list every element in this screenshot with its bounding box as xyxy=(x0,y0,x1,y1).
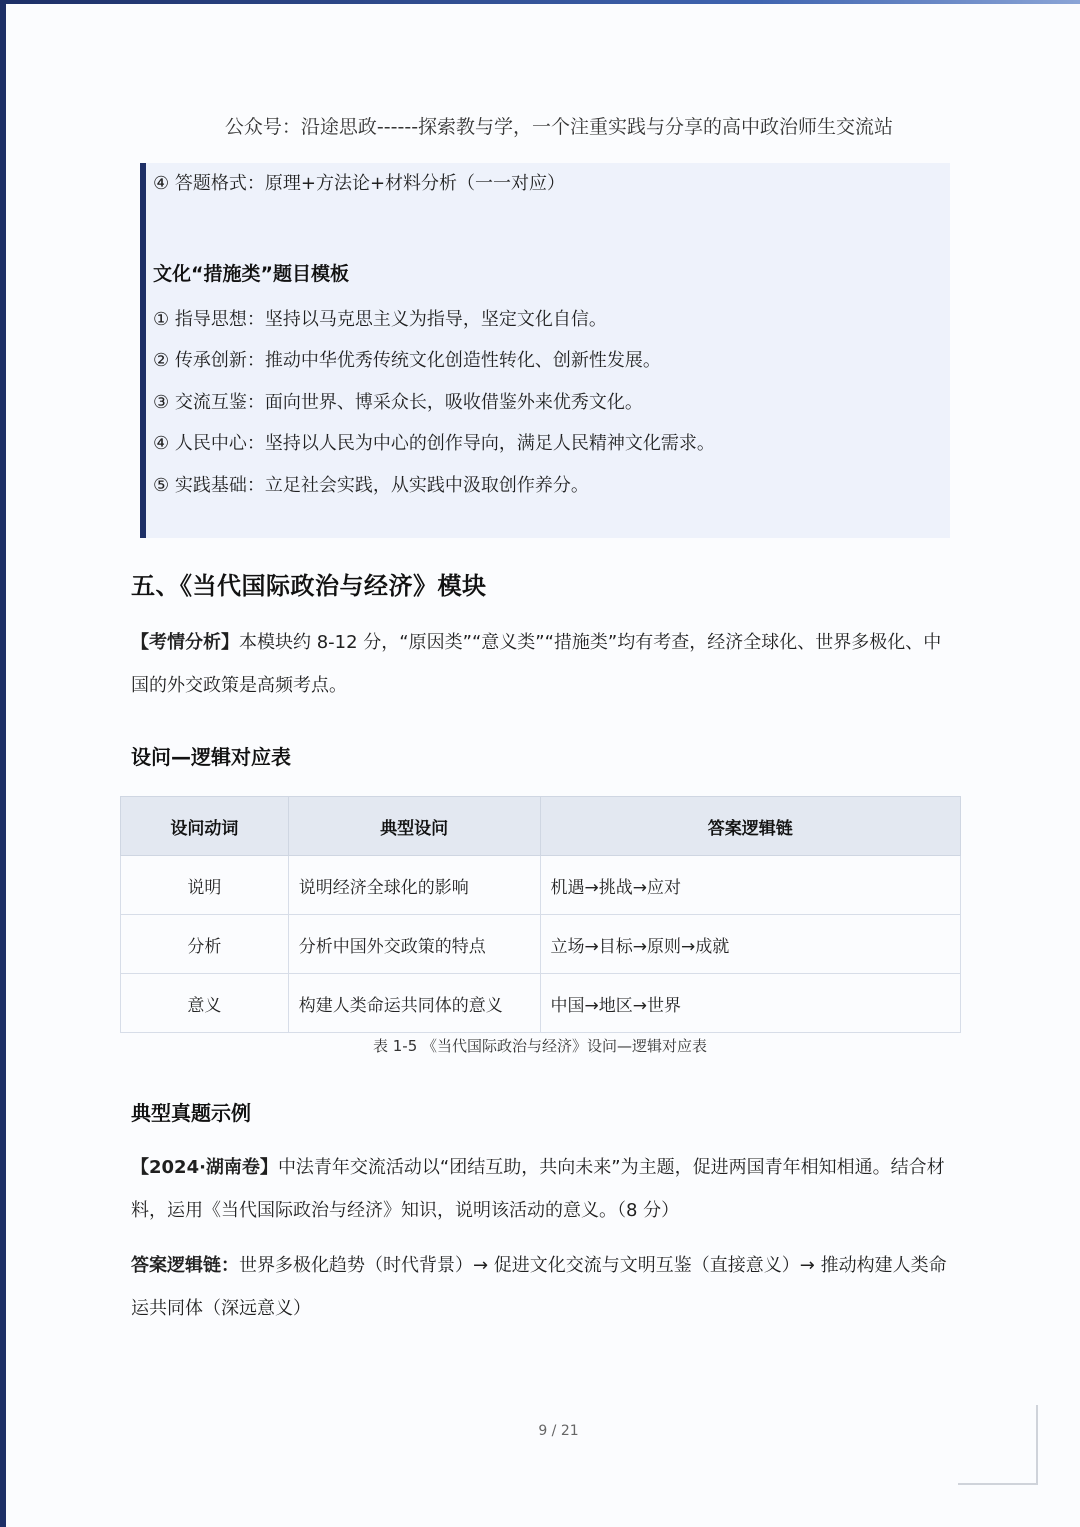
column-header: 设问动词 xyxy=(121,797,289,856)
left-accent-bar xyxy=(0,0,6,1527)
example-text: 中法青年交流活动以“团结互助，共向未来”为主题，促进两国青年相知相通。结合材料，运用《当代国际政治与经济》知识，说明该活动的意义。（8 分） xyxy=(131,1157,945,1221)
table-row xyxy=(121,915,961,974)
table-cell: 分析 xyxy=(121,915,289,974)
answer-label: 答案逻辑链： xyxy=(131,1255,239,1276)
logic-table xyxy=(120,796,961,1033)
table-cell: 说明 xyxy=(121,856,289,915)
table-cell: 构建人类命运共同体的意义 xyxy=(288,974,540,1033)
analysis-label: 【考情分析】 xyxy=(131,632,239,653)
answer-format-line: ④ 答题格式：原理+方法论+材料分析（一一对应） xyxy=(153,173,566,194)
table-cell: 中国→地区→世界 xyxy=(540,974,961,1033)
answer-text: 世界多极化趋势（时代背景）→ 促进文化交流与文明互鉴（直接意义）→ 推动构建人类命运共同体（深远意义） xyxy=(131,1255,947,1319)
table-cell: 说明经济全球化的影响 xyxy=(288,856,540,915)
callout-box xyxy=(140,163,950,538)
analysis-text: 本模块约 8-12 分，“原因类”“意义类”“措施类”均有考查，经济全球化、世界多极化、中国的外交政策是高频考点。 xyxy=(131,632,942,696)
column-header: 典型设问 xyxy=(288,797,540,856)
list-item: ④ 人民中心：坚持以人民为中心的创作导向，满足人民精神文化需求。 xyxy=(153,433,715,454)
column-header: 答案逻辑链 xyxy=(540,797,961,856)
table-cell: 分析中国外交政策的特点 xyxy=(288,915,540,974)
table-heading: 设问—逻辑对应表 xyxy=(131,745,291,769)
list-item: ① 指导思想：坚持以马克思主义为指导，坚定文化自信。 xyxy=(153,309,607,330)
top-accent-bar xyxy=(0,0,1080,4)
table-cell: 立场→目标→原则→成就 xyxy=(540,915,961,974)
page-header: 公众号：沿途思政------探索教与学，一个注重实践与分享的高中政治师生交流站 xyxy=(224,116,894,138)
example-label: 【2024·湖南卷】 xyxy=(131,1157,278,1178)
table-header-row xyxy=(121,797,961,856)
example-heading: 典型真题示例 xyxy=(131,1101,251,1125)
exam-analysis-paragraph xyxy=(131,621,951,707)
page-number: 9 / 21 xyxy=(538,1423,579,1439)
list-item: ⑤ 实践基础：立足社会实践，从实践中汲取创作养分。 xyxy=(153,475,589,496)
table-cell: 机遇→挑战→应对 xyxy=(540,856,961,915)
table-caption: 表 1-5 《当代国际政治与经济》设问—逻辑对应表 xyxy=(372,1037,708,1055)
example-question xyxy=(131,1146,951,1232)
list-item: ② 传承创新：推动中华优秀传统文化创造性转化、创新性发展。 xyxy=(153,350,661,371)
list-item: ③ 交流互鉴：面向世界、博采众长，吸收借鉴外来优秀文化。 xyxy=(153,392,643,413)
table-row xyxy=(121,974,961,1033)
table-cell: 意义 xyxy=(121,974,289,1033)
culture-measures-heading: 文化“措施类”题目模板 xyxy=(153,263,349,285)
section-title: 五、《当代国际政治与经济》模块 xyxy=(131,572,487,600)
table-row xyxy=(121,856,961,915)
answer-logic-chain xyxy=(131,1244,951,1330)
page-corner-mark xyxy=(958,1405,1038,1485)
